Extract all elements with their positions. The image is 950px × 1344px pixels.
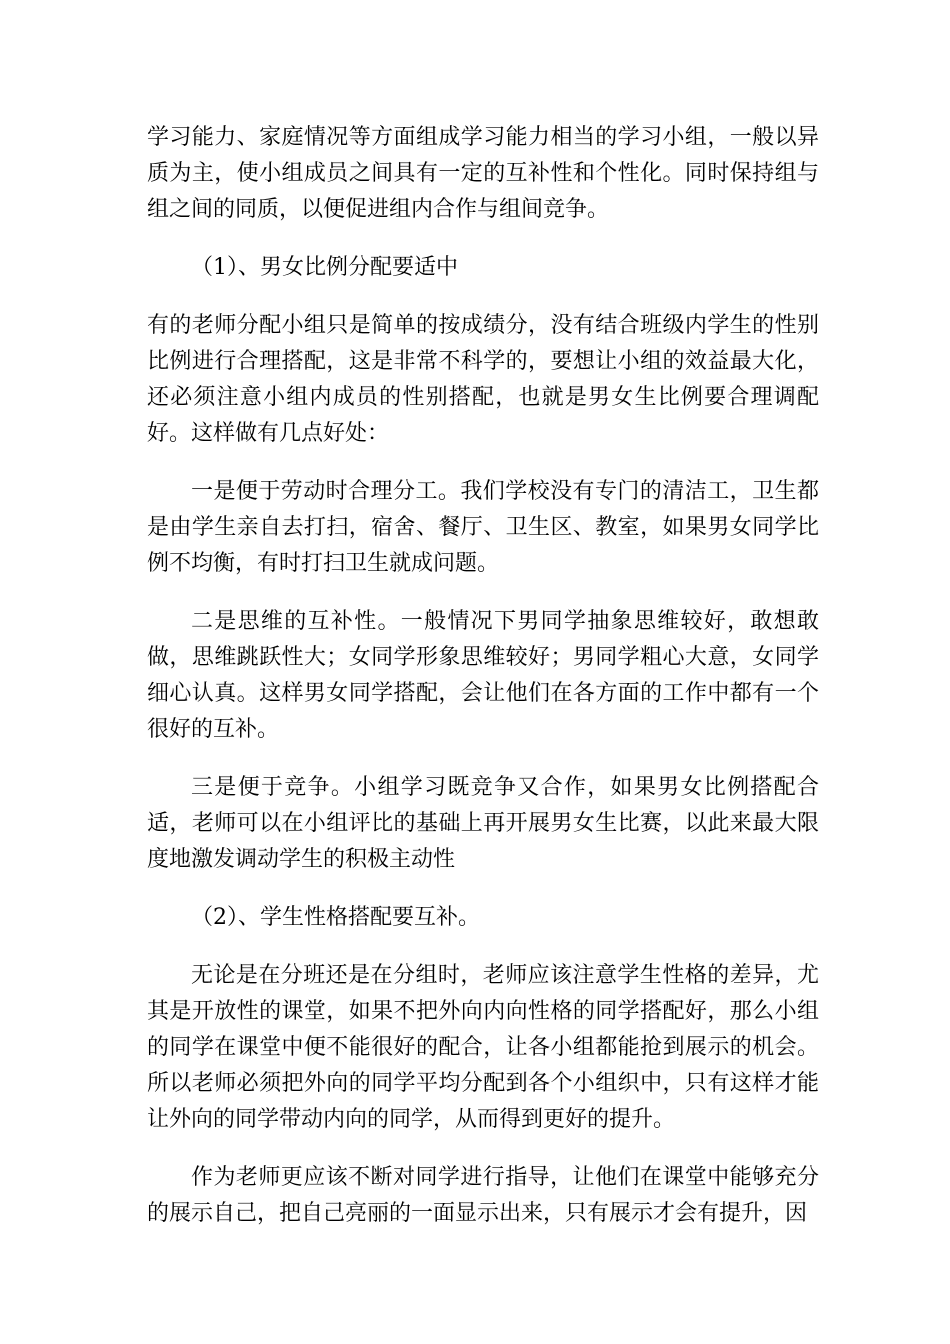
paragraph-teacher-guidance: 作为老师更应该不断对同学进行指导，让他们在课堂中能够充分的展示自己，把自己亮丽的一面显示出来，只有展示才会有提升，因 — [147, 1165, 819, 1226]
paragraph-point-two: 二是思维的互补性。一般情况下男同学抽象思维较好，敢想敢做，思维跳跃性大；女同学形象思维较好；男同学粗心大意，女同学细心认真。这样男女同学搭配，会让他们在各方面的工作中都有一个很好的互补。 — [147, 609, 819, 742]
paragraph-gender-intro: 有的老师分配小组只是简单的按成绩分，没有结合班级内学生的性别比例进行合理搭配，这是非常不科学的，要想让小组的效益最大化，还必须注意小组内成员的性别搭配，也就是男女生比例要合理调配好。这样做有几点好处： — [147, 313, 819, 446]
paragraph-continuation: 学习能力、家庭情况等方面组成学习能力相当的学习小组，一般以异质为主，使小组成员之间具有一定的互补性和个性化。同时保持组与组之间的同质，以便促进组内合作与组间竞争。 — [147, 125, 819, 222]
document-body — [147, 120, 819, 1254]
section-heading-gender-ratio: （1）、男女比例分配要适中 — [191, 255, 458, 280]
section-heading-personality: （2）、学生性格搭配要互补。 — [191, 905, 480, 930]
paragraph-point-one: 一是便于劳动时合理分工。我们学校没有专门的清洁工，卫生都是由学生亲自去打扫，宿舍、餐厅、卫生区、教室，如果男女同学比例不均衡，有时打扫卫生就成问题。 — [147, 479, 819, 576]
paragraph-personality: 无论是在分班还是在分组时，老师应该注意学生性格的差异，尤其是开放性的课堂，如果不把外向内向性格的同学搭配好，那么小组的同学在课堂中便不能很好的配合，让各小组都能抢到展示的机会。所以老师必须把外向的同学平均分配到各个小组织中，只有这样才能让外向的同学带动内向的同学，从而得到更好的提升。 — [147, 963, 819, 1132]
paragraph-point-three: 三是便于竞争。小组学习既竞争又合作，如果男女比例搭配合适，老师可以在小组评比的基础上再开展男女生比赛，以此来最大限度地激发调动学生的积极主动性 — [147, 775, 819, 872]
